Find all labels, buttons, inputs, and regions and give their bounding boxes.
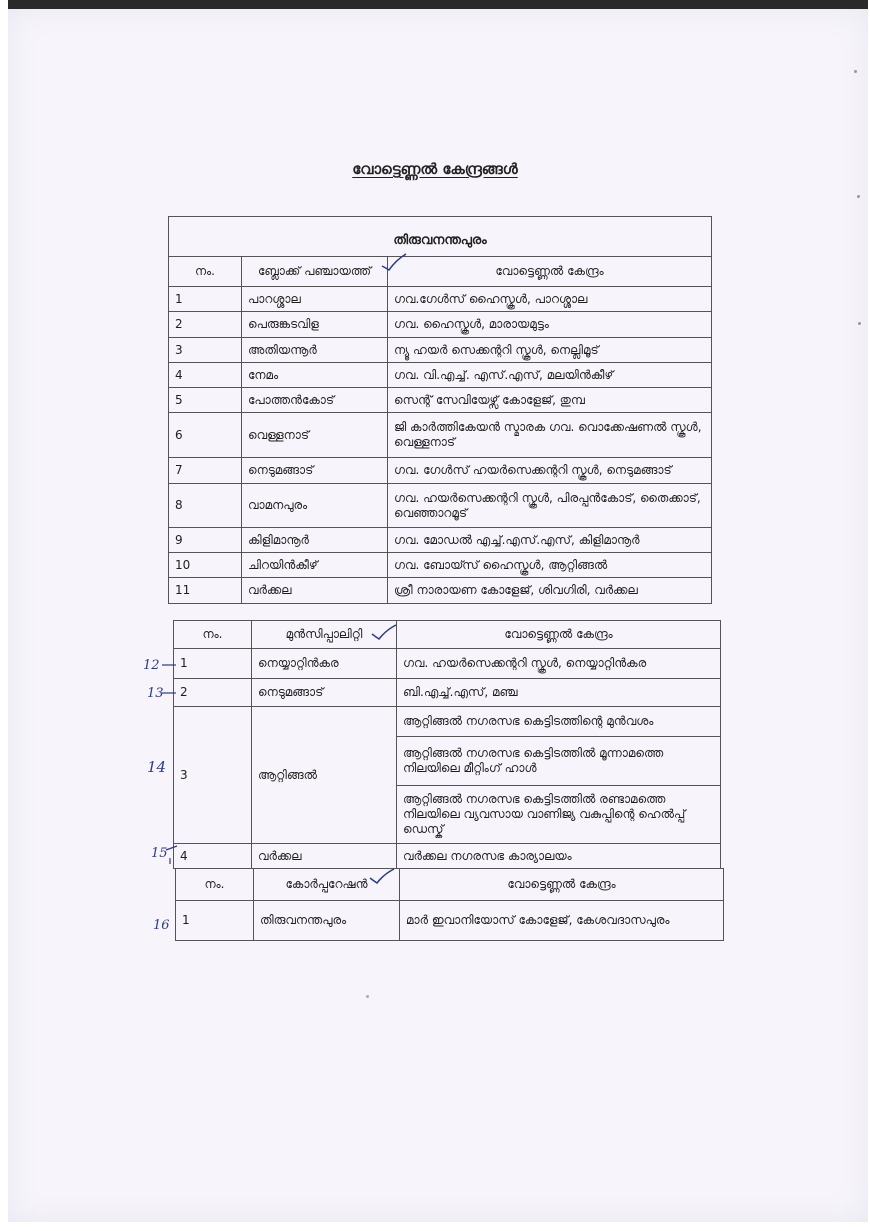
check-mark-icon [380, 252, 408, 272]
table-row: 5 പോത്തൻകോട് സെന്റ് സേവിയേഴ്സ് കോളേജ്, തുമ്പ [169, 388, 712, 413]
margin-note-12: 12 [143, 658, 160, 673]
col-header-municipality: മുൻസിപ്പാലിറ്റി [252, 621, 397, 649]
table-row: 11 വർക്കല ശ്രീ നാരായണ കോളേജ്, ശിവഗിരി, വർക്കല [169, 578, 712, 604]
table-row: 2 പെരുങ്കടവിള ഗവ. ഹൈസ്കൂൾ, മാരായമുട്ടം [169, 312, 712, 338]
block-panchayat-table [168, 216, 712, 604]
table-row: 2 നെടുമങ്ങാട് ബി.എച്ച്.എസ്, മഞ്ച [174, 679, 721, 707]
check-mark-icon [368, 866, 396, 886]
table-row: 4 വർക്കല വർക്കല നഗരസഭ കാര്യാലയം [174, 844, 721, 869]
margin-note-13: 13 [147, 686, 164, 701]
margin-note-15: 15 [151, 846, 168, 861]
margin-note-16: 16 [153, 918, 170, 933]
scan-speck [854, 70, 857, 73]
document-title: വോട്ടെണ്ണൽ കേന്ദ്രങ്ങൾ [352, 160, 518, 178]
table-row: 6 വെള്ളനാട് ജി കാർത്തികേയൻ സ്മാരക ഗവ. വൊക്കേഷണൽ സ്കൂൾ, വെള്ളനാട് [169, 413, 712, 458]
scan-speck [858, 322, 861, 325]
table-row: 1 നെയ്യാറ്റിൻകര ഗവ. ഹയർസെക്കന്ററി സ്കൂൾ, നെയ്യാറ്റിൻകര [174, 649, 721, 679]
table-row: 3 ആറ്റിങ്ങൽ ആറ്റിങ്ങൽ നഗരസഭ കെട്ടിടത്തിന്റെ മുൻവശം [174, 707, 721, 737]
bracket-mark-icon [150, 650, 180, 940]
check-mark-icon [370, 622, 398, 642]
scan-speck [366, 995, 369, 998]
table-row: 10 ചിറയിൻകീഴ് ഗവ. ബോയ്സ് ഹൈസ്കൂൾ, ആറ്റിങ്ങൽ [169, 553, 712, 578]
col-header-corporation: കോർപ്പറേഷൻ [254, 869, 400, 901]
table-row: 4 നേമം ഗവ. വി.എച്ച്. എസ്.എസ്, മലയിൻകീഴ് [169, 363, 712, 388]
col-header-block: ബ്ലോക്ക് പഞ്ചായത്ത് [242, 257, 388, 287]
col-header-centre: വോട്ടെണ്ണൽ കേന്ദ്രം [400, 869, 724, 901]
col-header-centre: വോട്ടെണ്ണൽ കേന്ദ്രം [397, 621, 721, 649]
col-header-no: നം. [174, 621, 252, 649]
table-row: 3 അതിയന്നൂർ ന്യൂ ഹയർ സെക്കന്ററി സ്കൂൾ, നെല്ലിമൂട് [169, 338, 712, 363]
margin-note-14: 14 [147, 758, 167, 776]
table-row: 9 കിളിമാനൂർ ഗവ. മോഡൽ എച്ച്.എസ്.എസ്, കിളിമാനൂർ [169, 528, 712, 553]
table-row: 8 വാമനപുരം ഗവ. ഹയർസെക്കന്ററി സ്കൂൾ, പിരപ്പൻകോട്, തൈക്കാട്, വെഞ്ഞാറമൂട് [169, 484, 712, 528]
table-row: ആറ്റിങ്ങൽ നഗരസഭ കെട്ടിടത്തിൽ മൂന്നാമത്തെ നിലയിലെ മീറ്റിംഗ് ഹാൾ [174, 737, 721, 786]
col-header-no: നം. [169, 257, 242, 287]
table-row: ആറ്റിങ്ങൽ നഗരസഭ കെട്ടിടത്തിൽ രണ്ടാമത്തെ നിലയിലെ വ്യവസായ വാണിജ്യ വകുപ്പിന്റെ ഹെൽപ്പ് ഡെസ്ക് [174, 786, 721, 844]
district-heading: തിരുവനന്തപുരം [169, 217, 712, 257]
col-header-centre: വോട്ടെണ്ണൽ കേന്ദ്രം [388, 257, 712, 287]
scan-edge [8, 0, 868, 9]
municipality-table [173, 620, 721, 869]
col-header-no: നം. [176, 869, 254, 901]
table-row: 1 തിരുവനന്തപുരം മാർ ഇവാനിയോസ് കോളേജ്, കേശവദാസപുരം [176, 901, 724, 941]
corporation-table [175, 868, 724, 941]
table-row: 7 നെടുമങ്ങാട് ഗവ. ഗേൾസ് ഹയർസെക്കന്ററി സ്കൂൾ, നെടുമങ്ങാട് [169, 458, 712, 484]
scan-speck [857, 195, 860, 198]
table-row: 1 പാറശ്ശാല ഗവ.ഗേൾസ് ഹൈസ്കൂൾ, പാറശ്ശാല [169, 287, 712, 312]
document-page [8, 9, 868, 1222]
